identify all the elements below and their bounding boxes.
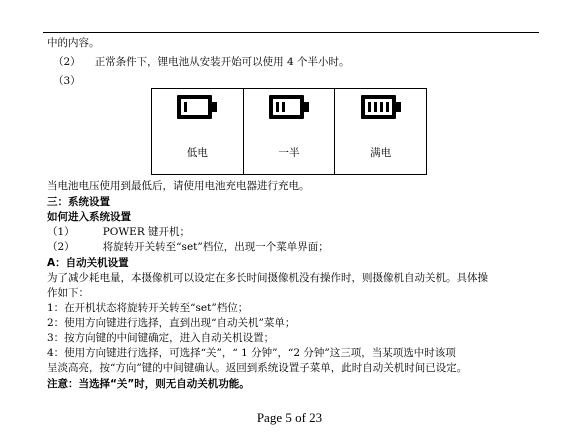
item-number: （2） (47, 241, 75, 253)
subsection-heading: 如何进入系统设置 (47, 211, 131, 223)
battery-cell-half (243, 89, 335, 175)
battery-label: 满电 (370, 147, 392, 159)
text-line: 4：使用方向键进行选择，可选择“关”，“ 1 分钟”，“2 分钟”这三项，当某项选中时该项 (47, 347, 456, 359)
battery-table (151, 88, 427, 175)
note-text: 注意：当选择“关”时，则无自动关机功能。 (47, 378, 250, 390)
battery-label: 一半 (278, 147, 300, 159)
header-rule (43, 32, 539, 33)
text-line: 2：使用方向键进行选择，直到出现“自动关机”菜单； (47, 317, 296, 329)
battery-half-icon (269, 95, 309, 119)
item-number: （1） (47, 226, 75, 238)
text-line: 呈淡高亮，按“方向”键的中间键确认。返回到系统设置子菜单，此时自动关机时间已设定。 (47, 362, 468, 374)
battery-full-icon (361, 95, 401, 119)
text-line: 3：按方向键的中间键确定，进入自动关机设置； (47, 332, 275, 344)
text-line: 为了减少耗电量，本摄像机可以设定在多长时间摄像机没有操作时，则摄像机自动关机。具体操 (47, 272, 488, 284)
battery-label: 低电 (186, 147, 208, 159)
text-line (53, 56, 350, 69)
item-text: POWER 键开机； (102, 226, 191, 238)
text-line (47, 241, 329, 254)
item-number: （2） (53, 56, 81, 68)
item-number: （3） (53, 75, 81, 87)
battery-low-icon (177, 95, 217, 119)
text-line (47, 226, 190, 239)
text-line: 中的内容。 (47, 37, 100, 49)
page-number: Page 5 of 23 (256, 410, 323, 425)
section-heading: 三：系统设置 (47, 196, 110, 208)
battery-cell-low (152, 89, 244, 175)
item-text: 将旋转开关转至“set”档位，出现一个菜单界面； (102, 241, 329, 253)
text-line: 作如下： (47, 287, 89, 299)
text-line: 当电池电压使用到最低后，请使用电池充电器进行充电。 (47, 180, 310, 192)
battery-cell-full (335, 89, 427, 175)
text-line: 1：在开机状态将旋转开关转至“set”档位； (47, 302, 249, 314)
item-text: 正常条件下，锂电池从安装开始可以使用 4 个半小时。 (94, 56, 350, 68)
subsection-heading: A：自动关机设置 (47, 257, 129, 269)
